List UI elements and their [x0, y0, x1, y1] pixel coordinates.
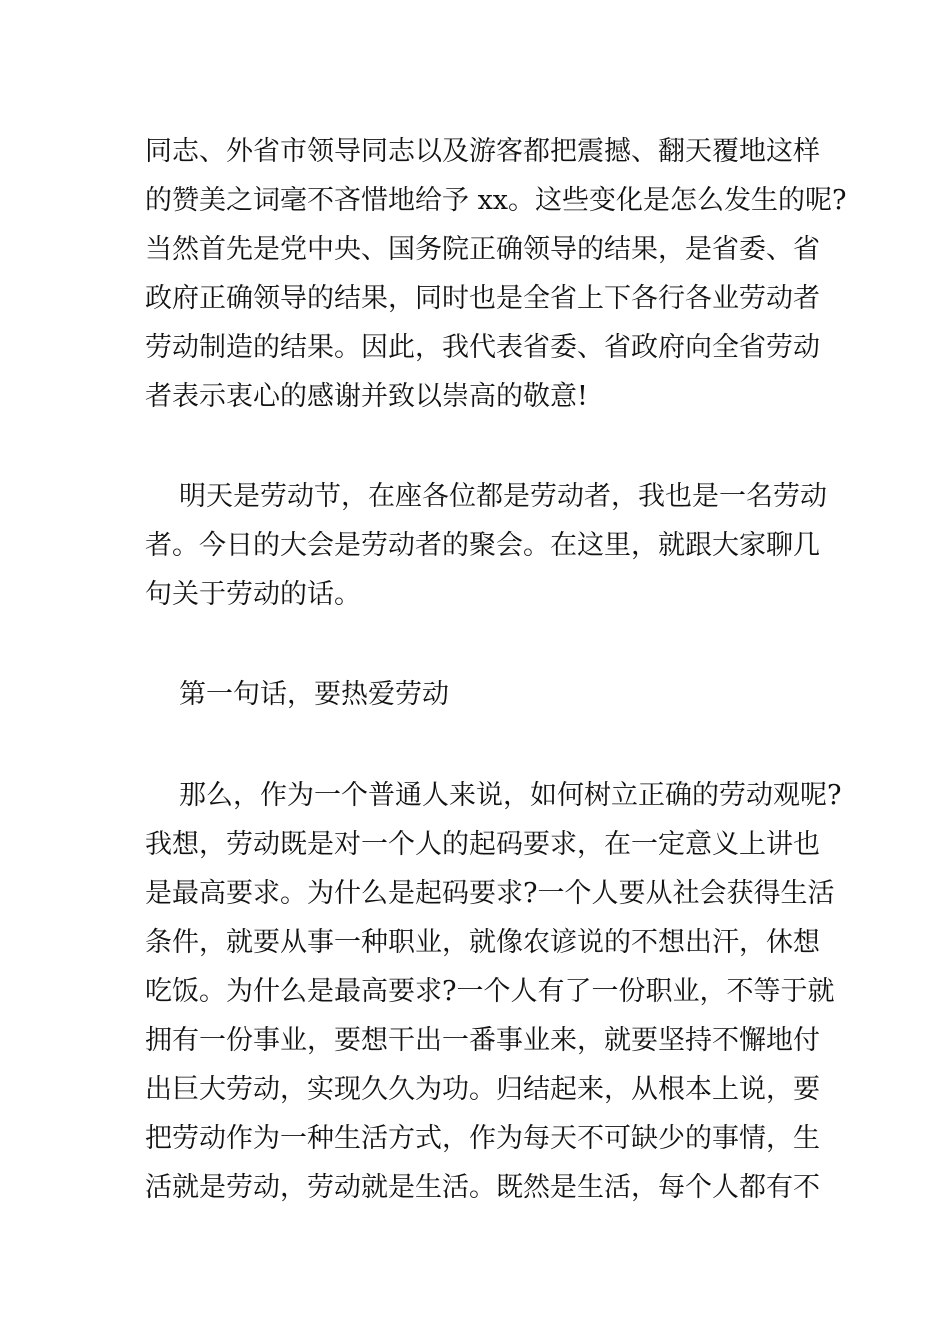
text-line: 那么，作为一个普通人来说，如何树立正确的劳动观呢? [179, 780, 842, 811]
text-line: 条件，就要从事一种职业，就像农谚说的不想出汗，休想 [145, 927, 820, 958]
text-line: 者。今日的大会是劳动者的聚会。在这里，就跟大家聊几 [145, 530, 820, 561]
section-heading: 第一句话，要热爱劳动 [179, 679, 449, 710]
text-line: 者表示衷心的感谢并致以崇高的敬意! [145, 381, 588, 412]
text-line: 活就是劳动，劳动就是生活。既然是生活，每个人都有不 [145, 1172, 820, 1203]
text-line: 政府正确领导的结果，同时也是全省上下各行各业劳动者 [145, 283, 820, 314]
text-line: 出巨大劳动，实现久久为功。归结起来，从根本上说，要 [145, 1074, 820, 1105]
text-line: 是最高要求。为什么是起码要求?一个人要从社会获得生活 [145, 878, 835, 909]
text-line: 我想，劳动既是对一个人的起码要求，在一定意义上讲也 [145, 829, 820, 860]
text-line: 劳动制造的结果。因此，我代表省委、省政府向全省劳动 [145, 332, 820, 363]
text-line: 的赞美之词毫不吝惜地给予 xx。这些变化是怎么发生的呢? [145, 185, 847, 216]
text-line: 吃饭。为什么是最高要求?一个人有了一份职业，不等于就 [145, 976, 835, 1007]
text-line: 明天是劳动节，在座各位都是劳动者，我也是一名劳动 [179, 481, 827, 512]
text-line: 拥有一份事业，要想干出一番事业来，就要坚持不懈地付 [145, 1025, 820, 1056]
text-line: 把劳动作为一种生活方式，作为每天不可缺少的事情，生 [145, 1123, 820, 1154]
text-line: 句关于劳动的话。 [145, 579, 361, 610]
text-line: 同志、外省市领导同志以及游客都把震撼、翻天覆地这样 [145, 136, 820, 167]
text-line: 当然首先是党中央、国务院正确领导的结果，是省委、省 [145, 234, 820, 265]
